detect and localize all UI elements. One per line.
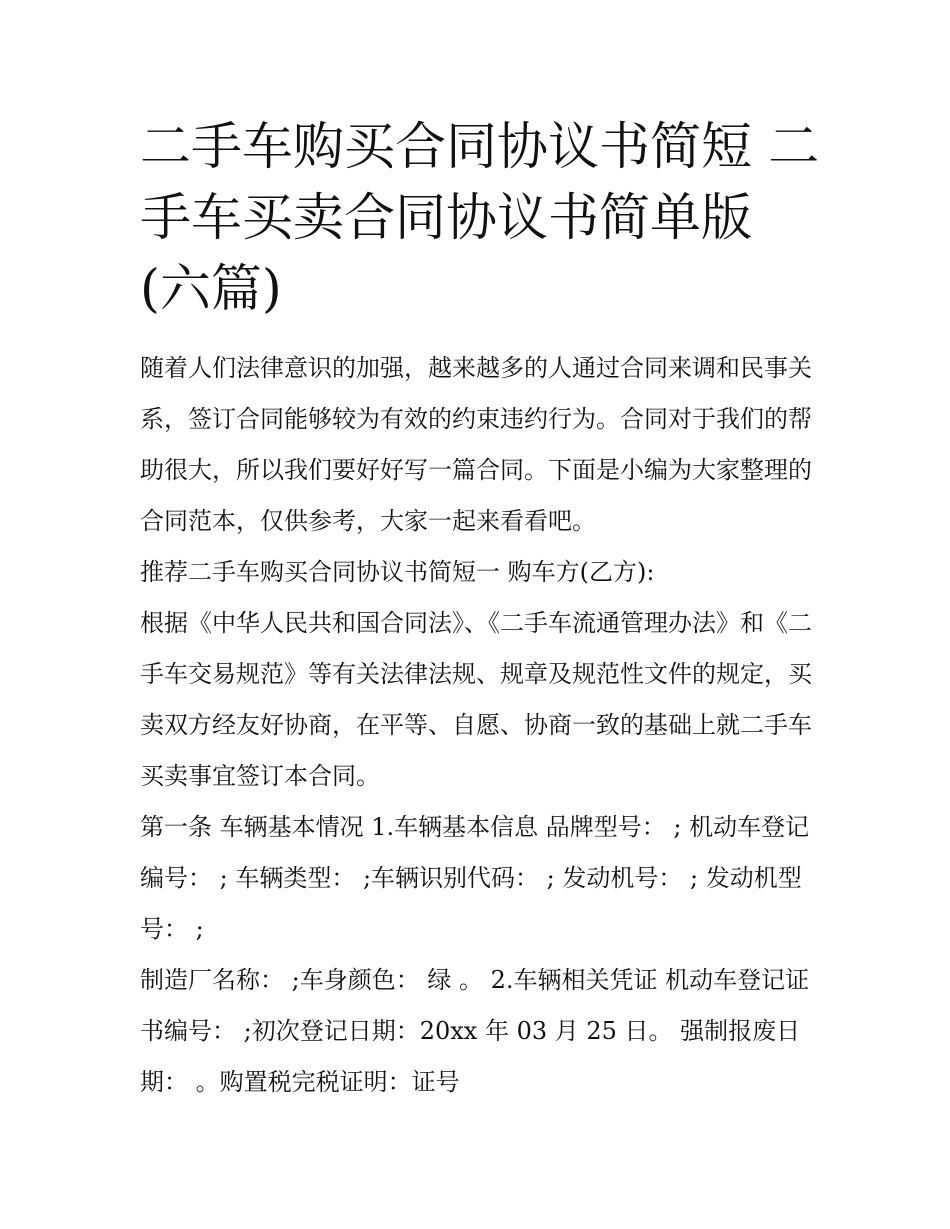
document-body xyxy=(140,343,820,1108)
manufacturer-paragraph: 制造厂名称： ;车身颜色： 绿 。 2.车辆相关凭证 机动车登记证书编号： ;初次登记日期：20xx 年 03 月 25 日。 强制报废日期： 。购置税完税证明：证号 xyxy=(140,966,810,1096)
intro-paragraph: 随着人们法律意识的加强，越来越多的人通过合同来调和民事关系，签订合同能够较为有效的约束违约行为。合同对于我们的帮助很大，所以我们要好好写一篇合同。下面是小编为大家整理的合同范本，仅供参考，大家一起来看看吧。 xyxy=(140,354,812,535)
article-one-paragraph: 第一条 车辆基本情况 1.车辆基本信息 品牌型号： ; 机动车登记编号： ; 车辆类型： ;车辆识别代码： ; 发动机号： ; 发动机型号： ; xyxy=(140,813,810,943)
recommend-heading: 推荐二手车购买合同协议书简短一 购车方(乙方): xyxy=(140,558,655,586)
legal-basis-paragraph: 根据《中华人民共和国合同法》、《二手车流通管理办法》和《二手车交易规范》等有关法律法规、规章及规范性文件的规定，买卖双方经友好协商，在平等、自愿、协商一致的基础上就二手车买卖事宜签订本合同。 xyxy=(140,609,812,790)
document-page xyxy=(140,112,820,1108)
document-title: 二手车购买合同协议书简短 二手车买卖合同协议书简单版(六篇) xyxy=(140,118,820,319)
